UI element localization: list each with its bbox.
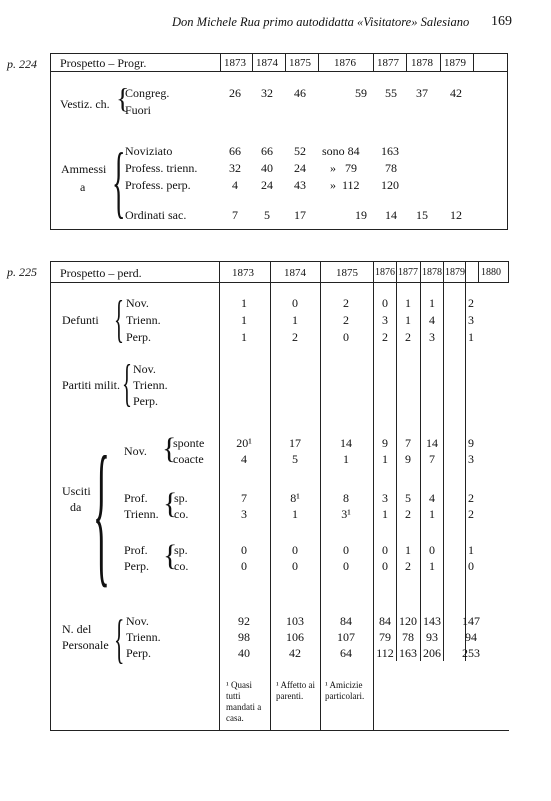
row-label-trienn: Trienn. xyxy=(126,313,161,327)
cell: 5 xyxy=(405,491,411,505)
cell: 46 xyxy=(294,86,306,100)
cell: 52 xyxy=(294,144,306,158)
cell: 1 xyxy=(405,296,411,310)
cell: 64 xyxy=(340,646,352,660)
row-label-sp: sp. xyxy=(174,491,188,505)
cell: 1 xyxy=(382,507,388,521)
row-label-trienn: Trienn. xyxy=(124,507,159,521)
page-number: 169 xyxy=(491,14,512,29)
cell: 0 xyxy=(241,559,247,573)
cell: 107 xyxy=(337,630,355,644)
year-header: 1875 xyxy=(289,57,311,69)
year-header: 1878 xyxy=(411,57,433,69)
cell: 8 xyxy=(343,491,349,505)
cell: 7 xyxy=(241,491,247,505)
cell: 17 xyxy=(294,208,306,222)
cell: 1 xyxy=(241,330,247,344)
cell: 163 xyxy=(381,144,399,158)
cell: 0 xyxy=(382,296,388,310)
year-header: 1880 xyxy=(481,267,501,278)
row-label-nov: Nov. xyxy=(124,444,147,458)
cell: 0 xyxy=(468,559,474,573)
cell: 14 xyxy=(340,436,352,450)
cell: 59 xyxy=(355,86,367,100)
cell: 1 xyxy=(468,330,474,344)
cell: 5 xyxy=(264,208,270,222)
row-label-perp: Perp. xyxy=(126,646,151,660)
table-progr-title: Prospetto – Progr. xyxy=(60,56,147,70)
brace: { xyxy=(122,355,132,412)
brace: { xyxy=(112,138,126,226)
row-label-perp: Perp. xyxy=(126,330,151,344)
cell: 9 xyxy=(382,436,388,450)
cell: 4 xyxy=(429,313,435,327)
cell: 120 xyxy=(399,614,417,628)
cell: 40 xyxy=(238,646,250,660)
cell: 24 xyxy=(261,178,273,192)
cell: 3 xyxy=(468,313,474,327)
row-label-vestiz: Vestiz. ch. xyxy=(60,97,110,111)
cell: 1 xyxy=(405,543,411,557)
row-label-personale: Personale xyxy=(62,638,109,652)
cell: 206 xyxy=(423,646,441,660)
cell: 1 xyxy=(405,313,411,327)
cell: 17 xyxy=(289,436,301,450)
row-label-ammessi: Ammessi xyxy=(61,162,107,176)
year-header: 1873 xyxy=(224,57,246,69)
row-label-trienn: Trienn. xyxy=(126,630,161,644)
row-label-da: da xyxy=(70,500,82,514)
cell: 7 xyxy=(232,208,238,222)
cell: 5 xyxy=(292,452,298,466)
row-label-perp: Perp. xyxy=(124,559,149,573)
year-header: 1873 xyxy=(232,267,254,279)
cell: 2 xyxy=(382,330,388,344)
year-header: 1874 xyxy=(256,57,278,69)
cell: 55 xyxy=(385,86,397,100)
cell: 0 xyxy=(292,543,298,557)
table-perd-title: Prospetto – perd. xyxy=(60,266,142,280)
cell: 4 xyxy=(241,452,247,466)
cell: 79 xyxy=(379,630,391,644)
row-label-usciti: Usciti xyxy=(62,484,91,498)
cell: 3 xyxy=(241,507,247,521)
cell: 147 xyxy=(462,614,480,628)
cell: 1 xyxy=(292,507,298,521)
footnote: ¹ Quasi tutti mandati a casa. xyxy=(226,680,262,723)
year-header: 1877 xyxy=(377,57,399,69)
cell: 43 xyxy=(294,178,306,192)
cell: 7 xyxy=(429,452,435,466)
cell: 143 xyxy=(423,614,441,628)
cell: 1 xyxy=(429,507,435,521)
row-label-profess-trienn: Profess. trienn. xyxy=(125,161,198,175)
cell: 42 xyxy=(450,86,462,100)
row-label-nov: Nov. xyxy=(126,296,149,310)
cell: 0 xyxy=(429,543,435,557)
cell: 42 xyxy=(289,646,301,660)
cell: 84 xyxy=(379,614,391,628)
cell: 3 xyxy=(382,313,388,327)
cell: 24 xyxy=(294,161,306,175)
row-label-fuori: Fuori xyxy=(125,103,152,117)
row-label-prof: Prof. xyxy=(124,491,148,505)
cell: 92 xyxy=(238,614,250,628)
cell: 66 xyxy=(229,144,241,158)
cell: 12 xyxy=(450,208,462,222)
cell: 8¹ xyxy=(290,491,300,505)
cell: 20¹ xyxy=(236,436,252,450)
cell: 4 xyxy=(232,178,238,192)
cell: 1 xyxy=(468,543,474,557)
year-header: 1879 xyxy=(445,267,465,278)
cell: 9 xyxy=(468,436,474,450)
cell: 3 xyxy=(382,491,388,505)
cell: 98 xyxy=(238,630,250,644)
cell: 1 xyxy=(429,559,435,573)
brace: { xyxy=(163,539,178,572)
cell: 2 xyxy=(468,491,474,505)
page-reference-225: p. 225 xyxy=(7,265,37,279)
row-label-co: co. xyxy=(174,559,189,573)
cell: » 79 xyxy=(330,161,357,175)
cell: 1 xyxy=(292,313,298,327)
brace: { xyxy=(116,84,130,115)
cell: 253 xyxy=(462,646,480,660)
cell: 37 xyxy=(416,86,428,100)
cell: 103 xyxy=(286,614,304,628)
row-label-congreg: Congreg. xyxy=(125,86,170,100)
cell: 9 xyxy=(405,452,411,466)
footnote: ¹ Amicizie particolari. xyxy=(325,680,365,701)
cell: 120 xyxy=(381,178,399,192)
cell: 0 xyxy=(292,296,298,310)
row-label-partiti: Partiti milit. xyxy=(62,378,121,392)
cell: 1 xyxy=(241,313,247,327)
cell: 7 xyxy=(405,436,411,450)
cell: 163 xyxy=(399,646,417,660)
brace: { xyxy=(114,291,124,348)
cell: 93 xyxy=(426,630,438,644)
cell: 19 xyxy=(355,208,367,222)
year-header: 1879 xyxy=(444,57,466,69)
cell: 15 xyxy=(416,208,428,222)
cell: 0 xyxy=(382,559,388,573)
cell: 0 xyxy=(241,543,247,557)
cell: 14 xyxy=(426,436,438,450)
brace: { xyxy=(162,432,177,465)
cell: 84 xyxy=(340,614,352,628)
cell: 2 xyxy=(468,507,474,521)
row-label-coacte: coacte xyxy=(173,452,204,466)
cell: 112 xyxy=(376,646,394,660)
cell: 2 xyxy=(343,313,349,327)
cell: 1 xyxy=(382,452,388,466)
row-label-sp: sp. xyxy=(174,543,188,557)
cell: 1 xyxy=(343,452,349,466)
brace: { xyxy=(114,609,125,669)
cell: 78 xyxy=(402,630,414,644)
cell: 0 xyxy=(382,543,388,557)
row-label-prof: Prof. xyxy=(124,543,148,557)
row-label-trienn: Trienn. xyxy=(133,378,168,392)
cell: 78 xyxy=(385,161,397,175)
cell: 0 xyxy=(292,559,298,573)
page-reference-224: p. 224 xyxy=(7,57,37,71)
cell: 14 xyxy=(385,208,397,222)
cell: 2 xyxy=(405,559,411,573)
cell: 2 xyxy=(405,330,411,344)
row-label-perp: Perp. xyxy=(133,394,158,408)
cell: 2 xyxy=(468,296,474,310)
cell: 0 xyxy=(343,559,349,573)
row-label-defunti: Defunti xyxy=(62,313,99,327)
brace: { xyxy=(93,423,110,601)
running-title: Don Michele Rua primo autodidatta «Visitatore» Salesiano xyxy=(172,15,470,29)
cell: 3 xyxy=(468,452,474,466)
cell: 94 xyxy=(465,630,477,644)
row-label-co: co. xyxy=(174,507,189,521)
cell: 26 xyxy=(229,86,241,100)
cell: 40 xyxy=(261,161,273,175)
row-label-noviziato: Noviziato xyxy=(125,144,173,158)
cell: 2 xyxy=(405,507,411,521)
cell: 2 xyxy=(343,296,349,310)
year-header: 1875 xyxy=(336,267,358,279)
row-label-nov: Nov. xyxy=(126,614,149,628)
cell: 2 xyxy=(292,330,298,344)
brace: { xyxy=(163,487,178,520)
year-header: 1876 xyxy=(375,267,395,278)
year-header: 1876 xyxy=(334,57,356,69)
cell: 3 xyxy=(429,330,435,344)
cell: » 112 xyxy=(330,178,360,192)
cell: 106 xyxy=(286,630,304,644)
cell: 1 xyxy=(241,296,247,310)
year-header: 1874 xyxy=(284,267,306,279)
cell: 0 xyxy=(343,543,349,557)
cell: 4 xyxy=(429,491,435,505)
cell: 66 xyxy=(261,144,273,158)
cell: 32 xyxy=(261,86,273,100)
cell: sono 84 xyxy=(322,144,360,158)
row-label-personale: N. del xyxy=(62,622,92,636)
row-label-a: a xyxy=(80,180,86,194)
row-label-profess-perp: Profess. perp. xyxy=(125,178,191,192)
row-label-nov: Nov. xyxy=(133,362,156,376)
cell: 0 xyxy=(343,330,349,344)
year-header: 1878 xyxy=(422,267,442,278)
cell: 1 xyxy=(429,296,435,310)
row-label-sponte: sponte xyxy=(173,436,205,450)
year-header: 1877 xyxy=(398,267,418,278)
cell: 32 xyxy=(229,161,241,175)
cell: 3¹ xyxy=(341,507,351,521)
row-label-ordinati: Ordinati sac. xyxy=(125,208,187,222)
footnote: ¹ Affetto ai parenti. xyxy=(276,680,316,701)
